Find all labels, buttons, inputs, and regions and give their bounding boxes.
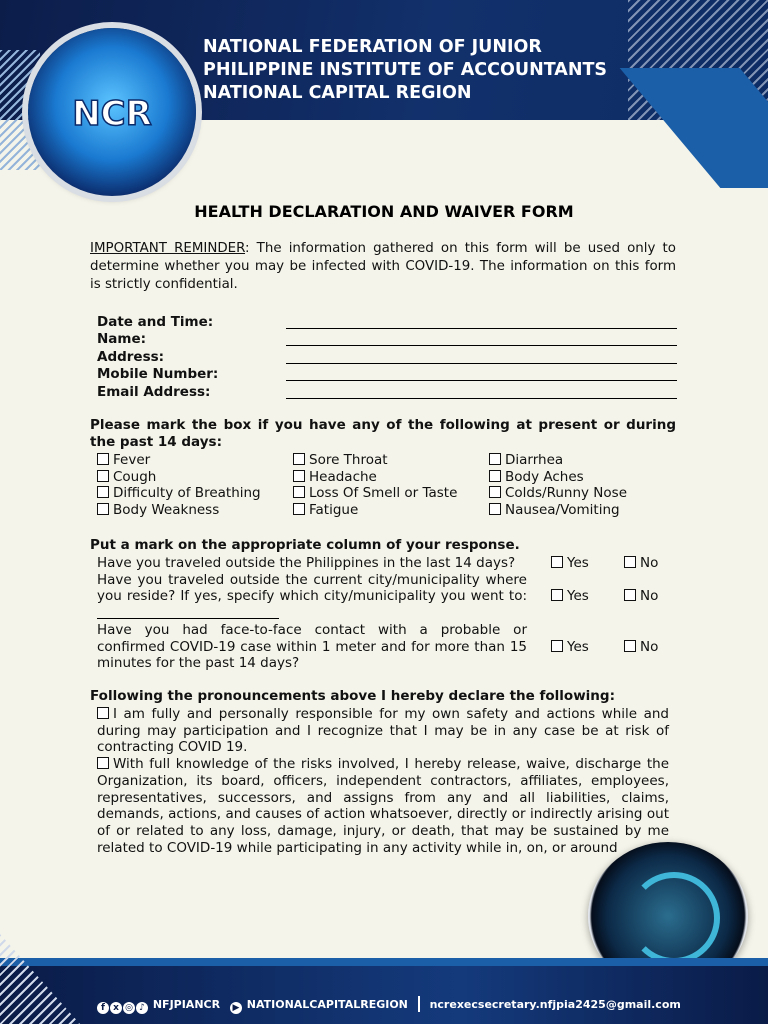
no-option[interactable]: No (624, 588, 658, 605)
ncr-logo (28, 28, 196, 196)
important-reminder (90, 240, 676, 294)
footer-separator (418, 996, 420, 1012)
symptom-checkbox[interactable]: Body Weakness (97, 502, 293, 519)
form-title: HEALTH DECLARATION AND WAIVER FORM (194, 202, 574, 221)
logo-text: NCR (72, 94, 152, 134)
checkbox[interactable] (293, 470, 305, 482)
symptom-checkbox[interactable]: Nausea/Vomiting (489, 502, 657, 519)
declaration-heading: Following the pronouncements above I hereby declare the following: (90, 688, 615, 704)
question-text: Have you traveled outside the Philippines in the last 14 days? (97, 555, 516, 571)
question-text: Have you had face-to-face contact with a probable or confirmed COVID-19 case within 1 meter and for more than 15 minutes for the past 14 days? (97, 621, 527, 672)
yes-option[interactable]: Yes (551, 555, 589, 572)
symptoms-heading: Please mark the box if you have any of the following at present or during the past 14 days: (90, 417, 676, 450)
declarations (97, 706, 669, 856)
checkbox[interactable] (489, 453, 501, 465)
footer-contacts (97, 996, 737, 1014)
dragon-icon (628, 872, 720, 964)
question-row (97, 572, 677, 622)
field-line[interactable] (286, 398, 677, 399)
field-name[interactable]: Name: (97, 328, 677, 345)
question-row (97, 622, 677, 672)
page-handle[interactable]: NATIONALCAPITALREGION (246, 998, 408, 1011)
checkbox[interactable] (293, 486, 305, 498)
checkbox[interactable] (97, 757, 109, 769)
yes-option[interactable]: Yes (551, 588, 589, 605)
social-handle[interactable]: NFJPIANCR (152, 998, 221, 1011)
checkbox[interactable] (551, 589, 563, 601)
symptom-checkbox[interactable]: Cough (97, 469, 293, 486)
youtube-icon[interactable]: ▶ (230, 1002, 242, 1014)
no-option[interactable]: No (624, 555, 658, 572)
symptoms-grid (97, 452, 657, 519)
footer-band (0, 966, 768, 1024)
field-date-time[interactable]: Date and Time: (97, 311, 677, 328)
checkbox[interactable] (489, 503, 501, 515)
facebook-icon[interactable]: f (97, 1002, 109, 1014)
yes-option[interactable]: Yes (551, 639, 589, 656)
checkbox[interactable] (293, 503, 305, 515)
checkbox[interactable] (551, 640, 563, 652)
symptom-checkbox[interactable]: Diarrhea (489, 452, 657, 469)
checkbox[interactable] (97, 470, 109, 482)
field-email-address[interactable]: Email Address: (97, 381, 677, 398)
symptom-checkbox[interactable]: Sore Throat (293, 452, 489, 469)
checkbox[interactable] (489, 470, 501, 482)
symptom-checkbox[interactable]: Loss Of Smell or Taste (293, 485, 489, 502)
checkbox[interactable] (624, 640, 636, 652)
instagram-icon[interactable]: ◎ (123, 1002, 135, 1014)
checkbox[interactable] (97, 453, 109, 465)
symptom-checkbox[interactable]: Fatigue (293, 502, 489, 519)
field-mobile-number[interactable]: Mobile Number: (97, 363, 677, 380)
symptom-checkbox[interactable]: Fever (97, 452, 293, 469)
field-address[interactable]: Address: (97, 346, 677, 363)
footer-accent-line (0, 958, 768, 966)
checkbox[interactable] (624, 556, 636, 568)
organization-title (203, 36, 683, 105)
checkbox[interactable] (624, 589, 636, 601)
checkbox[interactable] (551, 556, 563, 568)
x-icon[interactable]: x (110, 1002, 122, 1014)
checkbox[interactable] (97, 503, 109, 515)
org-line-3: NATIONAL CAPITAL REGION (203, 83, 472, 103)
symptom-checkbox[interactable]: Headache (293, 469, 489, 486)
footer-email[interactable]: ncrexecsecretary.nfjpia2425@gmail.com (429, 998, 681, 1011)
checkbox[interactable] (97, 486, 109, 498)
checkbox[interactable] (489, 486, 501, 498)
personal-info-fields (97, 311, 677, 398)
questions-heading: Put a mark on the appropriate column of your response. (90, 537, 520, 553)
symptom-checkbox[interactable]: Difficulty of Breathing (97, 485, 293, 502)
checkbox[interactable] (97, 707, 109, 719)
question-row (97, 555, 677, 572)
declaration-item[interactable]: With full knowledge of the risks involved, I hereby release, waive, discharge the Organization, its board, officers, independent contractors, affiliates, employees, representatives, successors, and assigns from any and all liabilities, claims, demands, actions, and causes of action whatsoever, directly or indirectly arising out of or related to any loss, damage, injury, or death, that may be sustained by me related to COVID-19 while participating in any activity while in, on, or around (97, 756, 669, 856)
reminder-text: : The information gathered on this form will be used only to determine whether you may be infected with COVID-19. The information on this form is strictly confidential. (90, 241, 676, 292)
questions-table (97, 555, 677, 672)
org-line-1: NATIONAL FEDERATION OF JUNIOR (203, 37, 542, 57)
org-line-2: PHILIPPINE INSTITUTE OF ACCOUNTANTS (203, 60, 608, 80)
question-text: Have you traveled outside the current city/municipality where you reside? If yes, specify which city/municipality you went to: (97, 572, 527, 622)
declaration-item[interactable]: I am fully and personally responsible for my own safety and actions while and during may participation and I recognize that I may be in any case be at risk of contracting COVID 19. (97, 706, 669, 756)
checkbox[interactable] (293, 453, 305, 465)
reminder-lead: IMPORTANT REMINDER (90, 241, 246, 256)
symptom-checkbox[interactable]: Colds/Runny Nose (489, 485, 657, 502)
tiktok-icon[interactable]: ♪ (136, 1002, 148, 1014)
symptom-checkbox[interactable]: Body Aches (489, 469, 657, 486)
no-option[interactable]: No (624, 639, 658, 656)
city-blank[interactable] (97, 606, 279, 619)
